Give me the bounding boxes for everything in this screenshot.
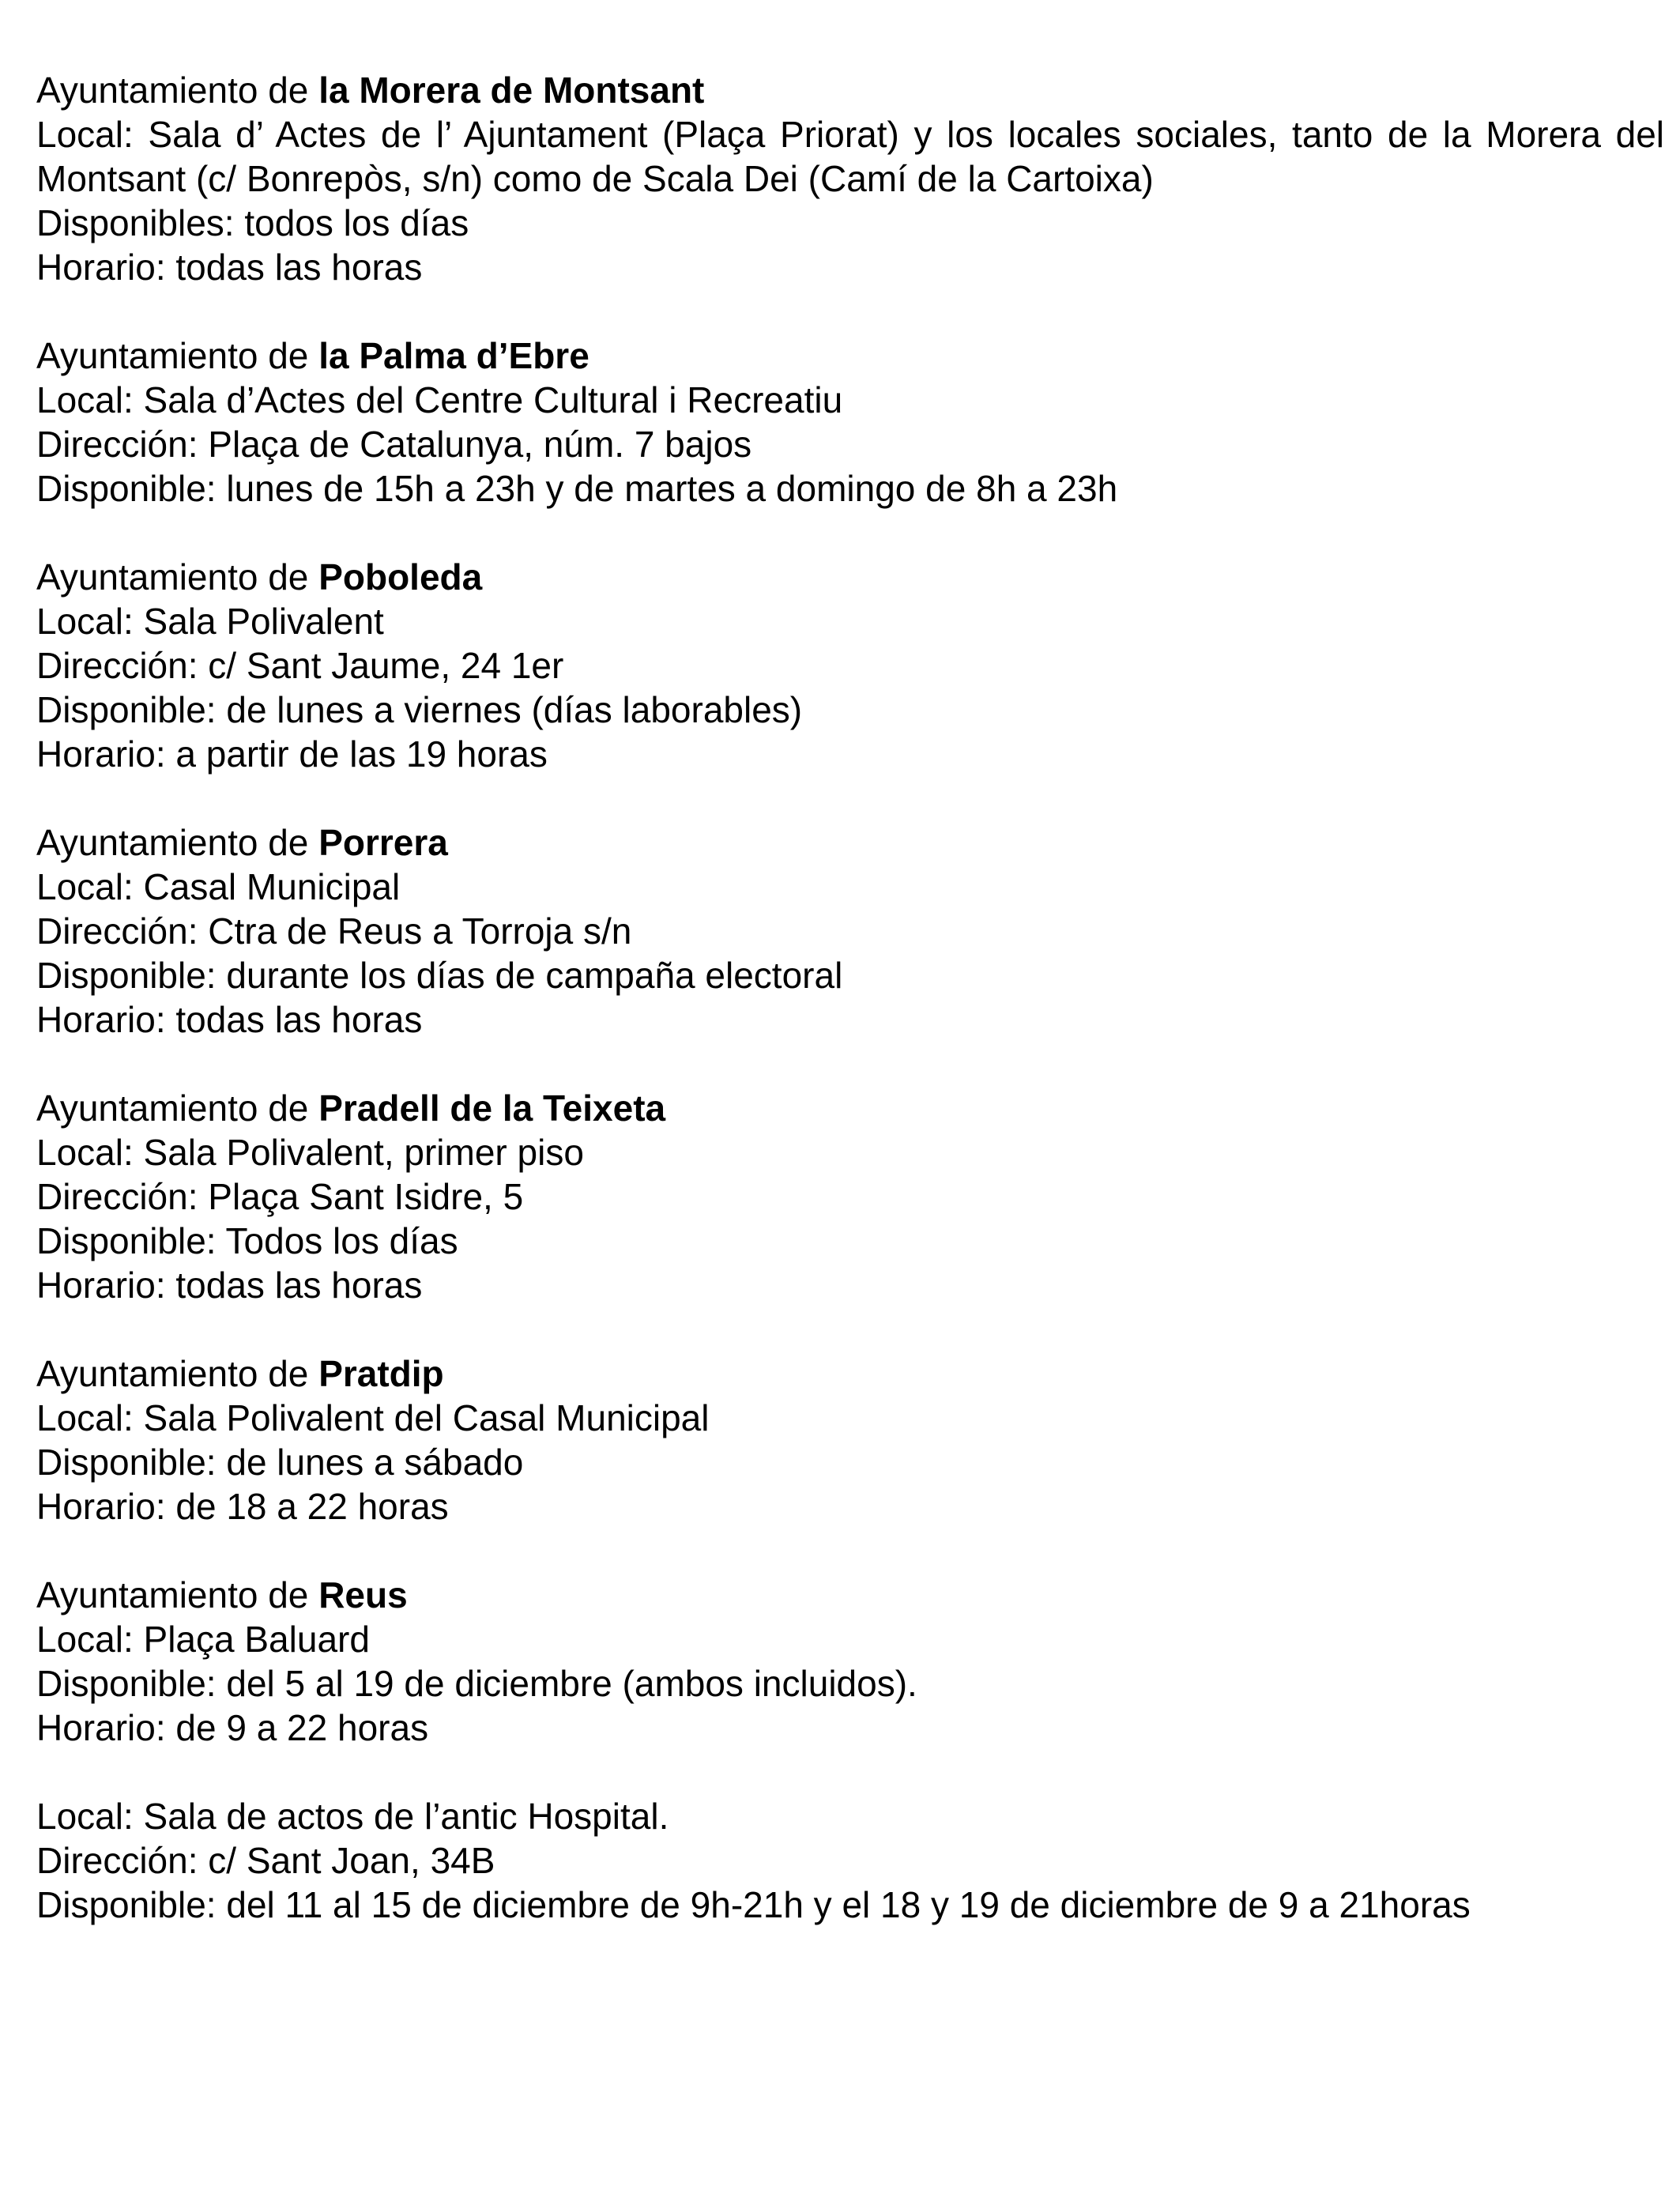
entry-reus (36, 1573, 1664, 1750)
municipality-name: Reus (318, 1574, 408, 1615)
local-line: Local: Sala Polivalent (36, 601, 384, 642)
entry-pratdip (36, 1351, 1664, 1529)
availability-line: Disponible: de lunes a sábado (36, 1442, 524, 1483)
municipality-name: la Palma d’Ebre (318, 335, 590, 376)
entry-heading (36, 334, 1664, 378)
availability-line: Disponible: durante los días de campaña electoral (36, 955, 843, 996)
entry-heading-prefix: Ayuntamiento de (36, 822, 319, 863)
municipality-name: la Morera de Montsant (318, 70, 705, 111)
schedule-line: Horario: todas las horas (36, 999, 423, 1040)
municipality-name: Porrera (318, 822, 448, 863)
entry-heading (36, 555, 1664, 599)
schedule-line: Horario: todas las horas (36, 1265, 423, 1306)
entry-heading-prefix: Ayuntamiento de (36, 1088, 319, 1129)
entry-heading-prefix: Ayuntamiento de (36, 1574, 319, 1615)
availability-line: Disponibles: todos los días (36, 202, 469, 243)
local-line: Local: Sala de actos de l’antic Hospital. (36, 1796, 669, 1837)
entry-la-morera-de-montsant (36, 68, 1664, 289)
availability-line: Disponible: del 11 al 15 de diciembre de 9h-21h y el 18 y 19 de diciembre de 9 a 21horas (36, 1884, 1471, 1925)
entry-heading (36, 1086, 1664, 1130)
entry-heading (36, 820, 1664, 865)
entry-heading (36, 1351, 1664, 1396)
address-line: Dirección: Plaça Sant Isidre, 5 (36, 1176, 524, 1217)
address-line: Dirección: c/ Sant Jaume, 24 1er (36, 645, 564, 686)
address-line: Dirección: Plaça de Catalunya, núm. 7 bajos (36, 424, 752, 465)
availability-line: Disponible: de lunes a viernes (días laborables) (36, 689, 803, 730)
local-line: Local: Sala Polivalent, primer piso (36, 1132, 584, 1173)
schedule-line: Horario: todas las horas (36, 247, 423, 288)
municipality-name: Poboleda (318, 556, 483, 598)
address-line: Dirección: c/ Sant Joan, 34B (36, 1840, 495, 1881)
schedule-line: Horario: de 18 a 22 horas (36, 1486, 449, 1527)
schedule-line: Horario: a partir de las 19 horas (36, 733, 548, 775)
local-line: Local: Plaça Baluard (36, 1619, 370, 1660)
entry-heading-prefix: Ayuntamiento de (36, 1353, 319, 1394)
entry-heading-prefix: Ayuntamiento de (36, 70, 319, 111)
local-line: Local: Sala d’Actes del Centre Cultural i Recreatiu (36, 379, 843, 420)
entry-la-palma-debre (36, 334, 1664, 511)
entry-poboleda (36, 555, 1664, 776)
availability-line: Disponible: del 5 al 19 de diciembre (ambos incluidos). (36, 1663, 917, 1704)
availability-line: Disponible: Todos los días (36, 1220, 458, 1261)
entry-pradell-de-la-teixeta (36, 1086, 1664, 1307)
schedule-line: Horario: de 9 a 22 horas (36, 1707, 429, 1748)
entry-heading (36, 68, 1664, 112)
entry-heading-prefix: Ayuntamiento de (36, 335, 319, 376)
document-page (36, 68, 1664, 1971)
municipality-name: Pratdip (318, 1353, 444, 1394)
address-line: Dirección: Ctra de Reus a Torroja s/n (36, 910, 632, 952)
availability-line: Disponible: lunes de 15h a 23h y de martes a domingo de 8h a 23h (36, 468, 1118, 509)
entry-heading-prefix: Ayuntamiento de (36, 556, 319, 598)
local-line: Local: Sala Polivalent del Casal Municipal (36, 1397, 710, 1438)
local-line: Local: Sala d’ Actes de l’ Ajuntament (Plaça Priorat) y los locales sociales, tanto de la Morera del Montsant (c/ Bonrepòs, s/n) como de Scala Dei (Camí de la Cartoixa) (36, 114, 1664, 199)
local-line: Local: Casal Municipal (36, 866, 401, 907)
municipality-name: Pradell de la Teixeta (318, 1088, 666, 1129)
entry-porrera (36, 820, 1664, 1042)
entry-heading (36, 1573, 1664, 1617)
entry-reus-antic-hospital (36, 1794, 1664, 1927)
